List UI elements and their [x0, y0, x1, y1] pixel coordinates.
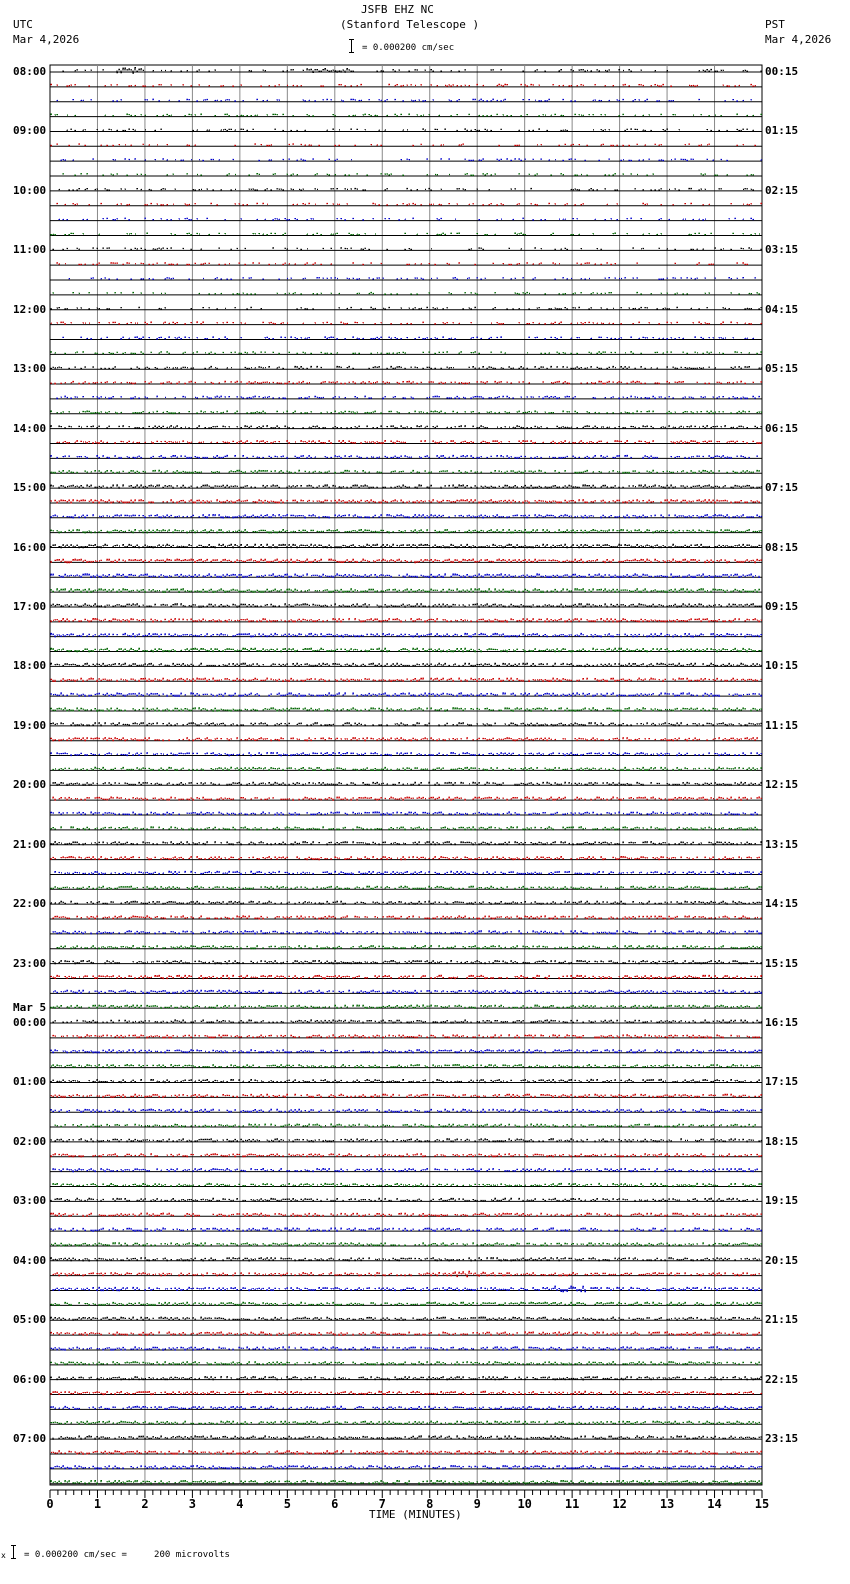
footer-scale-label: = 0.000200 cm/sec = 200 microvolts	[24, 1550, 230, 1560]
x-tick-label: 7	[378, 1497, 386, 1511]
pst-hour-label: 11:15	[765, 718, 799, 732]
pst-hour-label: 14:15	[765, 897, 799, 911]
pst-hour-label: 20:15	[765, 1253, 799, 1267]
pst-hour-label: 15:15	[765, 956, 799, 970]
footer-scale-bar-icon	[11, 1545, 16, 1559]
pst-hour-label: 10:15	[765, 659, 799, 673]
right-timezone: PST	[765, 18, 785, 31]
pst-hour-label: 12:15	[765, 778, 799, 792]
pst-hour-label: 16:15	[765, 1016, 799, 1030]
x-tick-label: 6	[331, 1497, 339, 1511]
utc-hour-label: 16:00	[13, 540, 47, 554]
utc-hour-label: 10:00	[13, 183, 47, 197]
pst-hour-label: 18:15	[765, 1134, 799, 1148]
x-tick-label: 13	[659, 1497, 675, 1511]
left-timezone: UTC	[13, 18, 33, 31]
x-tick-label: 10	[517, 1497, 532, 1511]
pst-hour-label: 17:15	[765, 1075, 799, 1089]
x-tick-label: 9	[473, 1497, 481, 1511]
pst-hour-label: 22:15	[765, 1372, 799, 1386]
scale-label: = 0.000200 cm/sec	[362, 43, 455, 53]
x-tick-label: 14	[707, 1497, 722, 1511]
x-tick-label: 5	[283, 1497, 291, 1511]
utc-hour-label: 23:00	[13, 956, 47, 970]
pst-hour-label: 03:15	[765, 243, 799, 257]
utc-hour-label: 21:00	[13, 837, 47, 851]
utc-hour-label: 06:00	[13, 1372, 47, 1386]
utc-hour-label: 17:00	[13, 599, 47, 613]
pst-hour-label: 23:15	[765, 1432, 799, 1446]
utc-hour-label: 03:00	[13, 1194, 47, 1208]
utc-hour-label: Mar 5	[13, 1001, 47, 1015]
utc-hour-label: 09:00	[13, 124, 47, 138]
utc-hour-label: 11:00	[13, 243, 47, 257]
x-axis-label: TIME (MINUTES)	[369, 1508, 462, 1521]
utc-hour-label: 00:00	[13, 1016, 47, 1030]
utc-hour-label: 19:00	[13, 718, 47, 732]
utc-hour-label: 22:00	[13, 897, 47, 911]
utc-hour-label: 18:00	[13, 659, 47, 673]
utc-hour-label: 14:00	[13, 421, 47, 435]
pst-hour-label: 21:15	[765, 1313, 799, 1327]
utc-hour-label: 02:00	[13, 1134, 47, 1148]
utc-hour-label: 05:00	[13, 1313, 47, 1327]
pst-hour-label: 07:15	[765, 481, 799, 495]
pst-hour-label: 13:15	[765, 837, 799, 851]
utc-hour-label: 20:00	[13, 778, 47, 792]
chart-subtitle: (Stanford Telescope )	[340, 18, 480, 31]
utc-hour-label: 01:00	[13, 1075, 47, 1089]
utc-hour-label: 07:00	[13, 1432, 47, 1446]
x-tick-label: 15	[754, 1497, 770, 1511]
x-tick-label: 3	[188, 1497, 197, 1511]
utc-hour-label: 12:00	[13, 302, 47, 316]
footer-marker: x	[1, 1551, 6, 1560]
utc-hour-label: 04:00	[13, 1253, 47, 1267]
x-tick-label: 11	[564, 1497, 580, 1511]
x-tick-label: 1	[93, 1497, 102, 1511]
pst-hour-label: 06:15	[765, 421, 799, 435]
pst-hour-label: 04:15	[765, 302, 799, 316]
chart-title: JSFB EHZ NC	[361, 3, 434, 16]
pst-hour-label: 00:15	[765, 65, 799, 78]
x-tick-label: 0	[46, 1497, 54, 1511]
left-date: Mar 4,2026	[13, 33, 80, 46]
utc-hour-label: 08:00	[13, 65, 47, 78]
pst-hour-label: 19:15	[765, 1194, 799, 1208]
pst-hour-label: 05:15	[765, 362, 799, 376]
x-tick-label: 2	[141, 1497, 149, 1511]
right-date: Mar 4,2026	[765, 33, 832, 46]
pst-hour-label: 08:15	[765, 540, 799, 554]
pst-hour-label: 01:15	[765, 124, 799, 138]
utc-hour-label: 13:00	[13, 362, 47, 376]
x-tick-label: 12	[612, 1497, 627, 1511]
pst-hour-label: 02:15	[765, 183, 799, 197]
x-tick-label: 8	[426, 1497, 434, 1511]
pst-hour-label: 09:15	[765, 599, 799, 613]
utc-hour-label: 15:00	[13, 481, 47, 495]
x-tick-label: 4	[236, 1497, 244, 1511]
